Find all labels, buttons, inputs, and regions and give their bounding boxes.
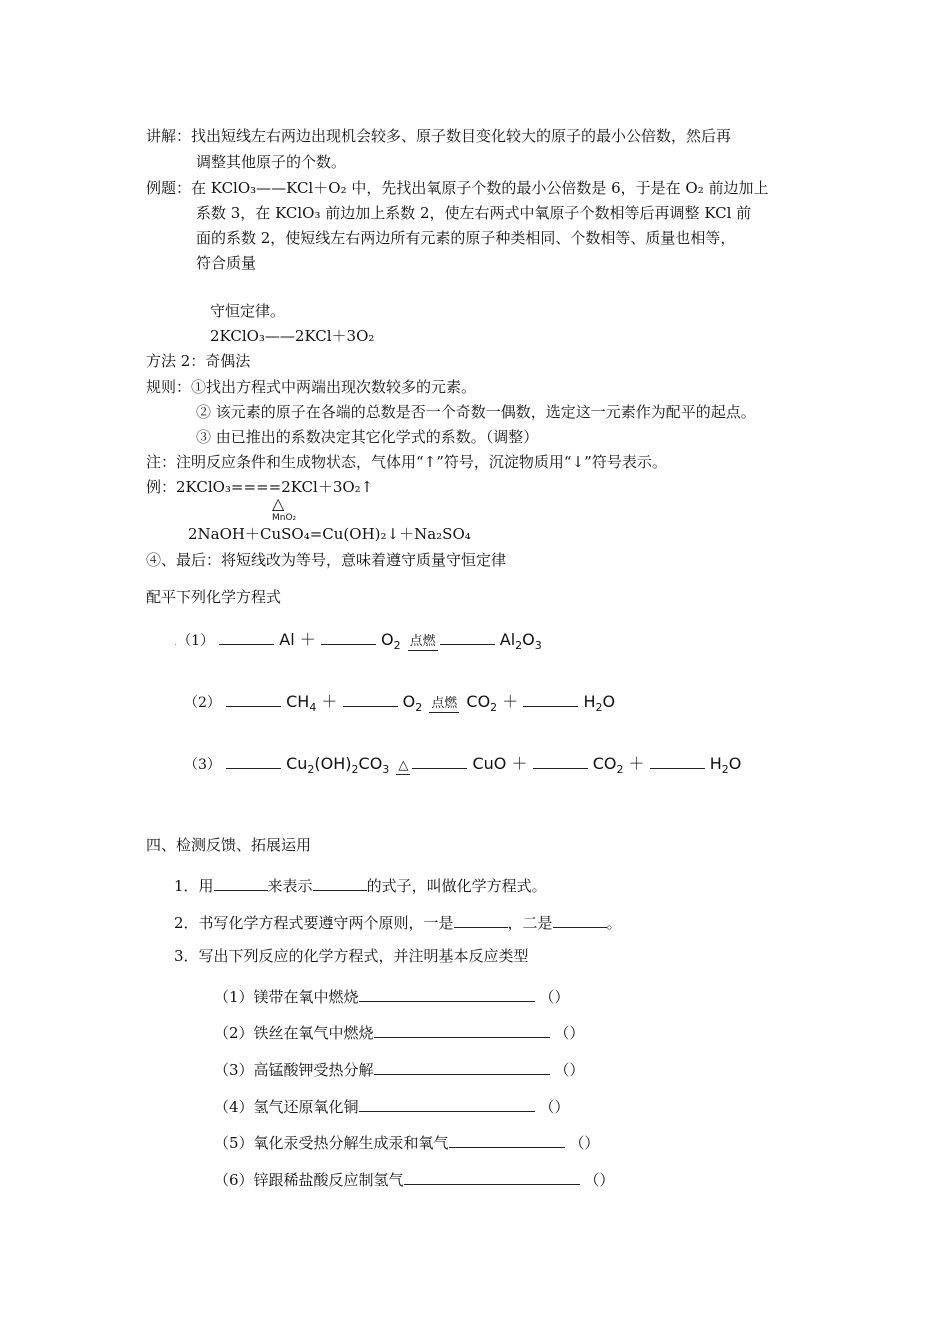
answer-blank[interactable]	[449, 1131, 565, 1148]
example-line-1: 例题：在 KClO₃——KCl＋O₂ 中，先找出氧原子个数的最小公倍数是 6，于是在 O₂ 前边加上	[146, 179, 769, 197]
section-4-title: 四、检测反馈、拓展运用	[146, 836, 312, 854]
coefficient-blank[interactable]	[219, 628, 274, 645]
answer-blank[interactable]	[313, 874, 367, 891]
explanation-line-2: 调整其他原子的个数。	[196, 153, 347, 171]
example-equation-2: 2NaOH＋CuSO₄=Cu(OH)₂↓＋Na₂SO₄	[188, 525, 471, 543]
condition-ignite: 点燃	[431, 696, 458, 711]
coefficient-blank[interactable]	[226, 752, 281, 769]
condition-ignite: 点燃	[409, 634, 436, 649]
coefficient-blank[interactable]	[650, 752, 705, 769]
coefficient-blank[interactable]	[412, 752, 467, 769]
balance-equation-3: （3） $Cu_2(OH)_2CO_3$ △ CuO ＋ $CO_2 + H_2O$	[184, 754, 742, 776]
step-4-text: ④、最后：将短线改为等号，意味着遵守质量守恒定律	[146, 551, 507, 569]
answer-blank[interactable]	[553, 911, 607, 928]
reaction-item-5: （5）氧化汞受热分解生成汞和氧气 （）	[214, 1131, 599, 1152]
reaction-item-4: （4）氢气还原氧化铜 （）	[214, 1095, 569, 1116]
rule-3: ③ 由已推出的系数决定其它化学式的系数。（调整）	[196, 428, 539, 446]
answer-blank[interactable]	[454, 911, 508, 928]
method2-title: 方法 2：奇偶法	[146, 352, 251, 370]
reaction-item-3: （3）高锰酸钾受热分解 （）	[214, 1058, 584, 1079]
balance-title: 配平下列化学方程式	[146, 588, 282, 606]
example-line-4: 符合质量	[196, 254, 257, 272]
answer-blank[interactable]	[359, 985, 535, 1002]
example-line-5: 守恒定律。	[210, 302, 286, 320]
coefficient-blank[interactable]	[533, 752, 588, 769]
reaction-item-1: （1）镁带在氧中燃烧 （）	[214, 985, 569, 1006]
rule-2: ② 该元素的原子在各端的总数是否一个奇数一偶数，选定这一元素作为配平的起点。	[196, 403, 756, 421]
heat-triangle-icon: △	[272, 494, 285, 513]
coefficient-blank[interactable]	[343, 690, 398, 707]
balance-equation-1: .（1） $Al + O_2$ 点燃 $Al_2O_3$	[174, 630, 542, 652]
example-line-2: 系数 3，在 KClO₃ 前边加上系数 2，使左右两式中氧原子个数相等后再调整 KCl 前	[196, 204, 752, 222]
answer-blank[interactable]	[359, 1095, 535, 1112]
answer-blank[interactable]	[214, 874, 268, 891]
marker-dot-icon: .	[174, 637, 178, 648]
question-2: 2．书写化学方程式要遵守两个原则，一是 ，二是 。	[174, 911, 622, 932]
answer-blank[interactable]	[374, 1058, 550, 1075]
example-line-3: 面的系数 2，使短线左右两边所有元素的原子种类相同、个数相等、质量也相等，	[196, 229, 736, 247]
question-1: 1．用 来表示 的式子，叫做化学方程式。	[174, 874, 547, 895]
coefficient-blank[interactable]	[321, 628, 376, 645]
question-3: 3．写出下列反应的化学方程式，并注明基本反应类型	[174, 947, 529, 965]
reaction-item-6: （6）锌跟稀盐酸反应制氢气 （）	[214, 1168, 614, 1189]
balance-equation-2: （2） $CH_4 + O_2$ 点燃 $CO_2 + H_2O$	[184, 692, 616, 714]
reaction-item-2: （2）铁丝在氧气中燃烧 （）	[214, 1021, 584, 1042]
rule-1: 规则：①找出方程式中两端出现次数较多的元素。	[146, 378, 477, 396]
condition-heat: △	[398, 758, 409, 773]
example-equation: 2KClO₃——2KCl＋3O₂	[210, 327, 375, 345]
coefficient-blank[interactable]	[226, 690, 281, 707]
answer-blank[interactable]	[404, 1168, 580, 1185]
catalyst-label: MnO₂	[272, 513, 297, 523]
note-text: 注：注明反应条件和生成物状态，气体用“↑”符号，沉淀物质用“↓”符号表示。	[146, 453, 667, 471]
answer-blank[interactable]	[374, 1021, 550, 1038]
coefficient-blank[interactable]	[440, 628, 495, 645]
example-equation-1: 例：2KClO₃====2KCl＋3O₂↑	[146, 478, 374, 496]
explanation-line-1: 讲解：找出短线左右两边出现机会较多、原子数目变化较大的原子的最小公倍数，然后再	[146, 127, 732, 145]
coefficient-blank[interactable]	[523, 690, 578, 707]
